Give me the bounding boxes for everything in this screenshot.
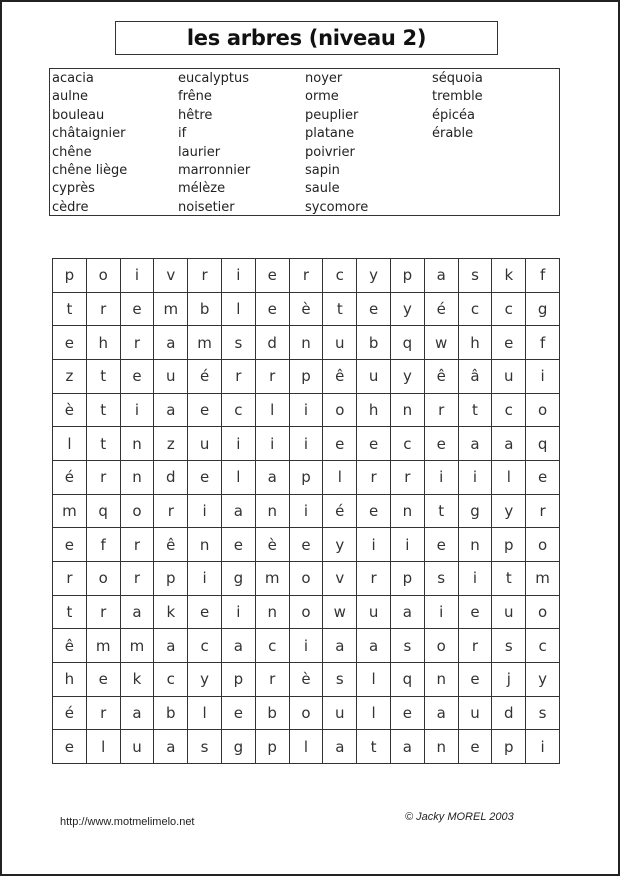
grid-cell[interactable]: h [53, 663, 87, 697]
grid-cell[interactable]: o [87, 562, 121, 596]
grid-cell[interactable]: d [492, 697, 526, 731]
word-list-item: érable [432, 126, 474, 142]
grid-cell[interactable]: e [323, 427, 357, 461]
grid-cell[interactable]: ê [425, 360, 459, 394]
grid-cell[interactable]: v [154, 259, 188, 293]
word-list-item: noyer [305, 71, 343, 86]
grid-cell[interactable]: b [188, 293, 222, 327]
grid-cell[interactable]: è [290, 293, 324, 327]
grid-cell[interactable]: w [323, 596, 357, 630]
grid-cell[interactable]: p [256, 730, 290, 764]
grid-cell[interactable]: u [188, 427, 222, 461]
grid-cell[interactable]: i [290, 495, 324, 529]
grid-cell[interactable]: r [290, 259, 324, 293]
word-column-1 [52, 70, 127, 217]
grid-cell[interactable]: y [188, 663, 222, 697]
word-list-item: acacia [52, 71, 94, 86]
grid-cell[interactable]: e [121, 293, 155, 327]
word-list-item: poivrier [305, 144, 355, 160]
grid-cell[interactable]: c [154, 663, 188, 697]
grid-cell[interactable]: o [526, 596, 560, 630]
grid-cell[interactable]: e [87, 663, 121, 697]
grid-cell[interactable]: p [492, 528, 526, 562]
grid-cell[interactable]: r [87, 596, 121, 630]
grid-cell[interactable]: a [154, 629, 188, 663]
grid-cell[interactable]: p [290, 461, 324, 495]
grid-cell[interactable]: i [121, 394, 155, 428]
grid-cell[interactable]: p [154, 562, 188, 596]
grid-cell[interactable]: a [323, 730, 357, 764]
grid-cell[interactable]: n [425, 663, 459, 697]
grid-cell[interactable]: r [357, 461, 391, 495]
grid-cell[interactable]: t [87, 360, 121, 394]
grid-cell[interactable]: q [526, 427, 560, 461]
grid-cell[interactable]: z [154, 427, 188, 461]
grid-cell[interactable]: n [425, 730, 459, 764]
grid-cell[interactable]: p [391, 259, 425, 293]
grid-cell[interactable]: g [526, 293, 560, 327]
grid-cell[interactable]: i [391, 528, 425, 562]
word-list-item: eucalyptus [178, 71, 250, 86]
word-list-item: platane [305, 126, 355, 142]
grid-cell[interactable]: é [188, 360, 222, 394]
grid-cell[interactable]: q [391, 663, 425, 697]
grid-cell[interactable]: t [53, 293, 87, 327]
grid-cell[interactable]: n [121, 427, 155, 461]
grid-cell[interactable]: l [357, 663, 391, 697]
grid-cell[interactable]: i [290, 427, 324, 461]
grid-cell[interactable]: c [391, 427, 425, 461]
grid-cell[interactable]: n [256, 495, 290, 529]
copyright: © Jacky MOREL 2003 [405, 811, 514, 823]
grid-cell[interactable]: r [425, 394, 459, 428]
grid-cell[interactable]: e [222, 697, 256, 731]
grid-cell[interactable]: p [492, 730, 526, 764]
grid-cell[interactable]: g [222, 562, 256, 596]
grid-cell[interactable]: e [188, 461, 222, 495]
grid-cell[interactable]: e [357, 495, 391, 529]
grid-cell[interactable]: n [256, 596, 290, 630]
word-list-item: aulne [52, 89, 89, 105]
grid-cell[interactable]: o [425, 629, 459, 663]
word-list-item: laurier [178, 144, 221, 160]
grid-cell[interactable]: i [188, 562, 222, 596]
grid-cell[interactable]: u [357, 360, 391, 394]
word-column-3 [305, 70, 368, 217]
grid-cell[interactable]: c [492, 293, 526, 327]
grid-cell[interactable]: l [53, 427, 87, 461]
grid-cell[interactable]: g [222, 730, 256, 764]
grid-cell[interactable]: a [154, 326, 188, 360]
grid-cell[interactable]: y [391, 360, 425, 394]
grid-cell[interactable]: o [323, 394, 357, 428]
grid-cell[interactable]: y [357, 259, 391, 293]
word-list-item: sycomore [305, 199, 369, 215]
grid-cell[interactable]: m [154, 293, 188, 327]
grid-cell[interactable]: q [391, 326, 425, 360]
grid-cell[interactable]: i [222, 427, 256, 461]
word-list-item: peuplier [305, 107, 359, 123]
grid-cell[interactable]: u [492, 596, 526, 630]
grid-cell[interactable]: a [121, 596, 155, 630]
grid-cell[interactable]: r [188, 259, 222, 293]
word-list-item: hêtre [178, 107, 213, 123]
grid-cell[interactable]: e [256, 259, 290, 293]
grid-cell[interactable]: s [188, 730, 222, 764]
grid-cell[interactable]: è [53, 394, 87, 428]
grid-cell[interactable]: e [492, 326, 526, 360]
grid-cell[interactable]: w [425, 326, 459, 360]
grid-cell[interactable]: a [222, 629, 256, 663]
grid-cell[interactable]: a [154, 394, 188, 428]
grid-cell[interactable]: e [526, 461, 560, 495]
grid-cell[interactable]: ê [53, 629, 87, 663]
grid-cell[interactable]: r [459, 629, 493, 663]
grid-cell[interactable]: l [492, 461, 526, 495]
grid-cell[interactable]: u [459, 697, 493, 731]
grid-cell[interactable]: i [425, 596, 459, 630]
grid-cell[interactable]: l [290, 730, 324, 764]
grid-cell[interactable]: a [121, 697, 155, 731]
grid-cell[interactable]: a [256, 461, 290, 495]
grid-cell[interactable]: m [256, 562, 290, 596]
word-list-item: épicéa [432, 107, 475, 123]
grid-cell[interactable]: e [357, 427, 391, 461]
grid-cell[interactable]: e [121, 360, 155, 394]
word-list-item: bouleau [52, 107, 105, 123]
grid-cell[interactable]: k [154, 596, 188, 630]
grid-cell[interactable]: i [357, 528, 391, 562]
grid-cell[interactable]: t [492, 562, 526, 596]
grid-cell[interactable]: c [492, 394, 526, 428]
grid-cell[interactable]: e [391, 697, 425, 731]
grid-cell[interactable]: t [357, 730, 391, 764]
grid-cell[interactable]: u [492, 360, 526, 394]
grid-cell[interactable]: i [526, 360, 560, 394]
grid-cell[interactable]: h [459, 326, 493, 360]
word-list-item: tremble [432, 89, 483, 105]
grid-cell[interactable]: p [290, 360, 324, 394]
grid-cell[interactable]: n [391, 394, 425, 428]
grid-cell[interactable]: r [222, 360, 256, 394]
grid-cell[interactable]: c [222, 394, 256, 428]
grid-cell[interactable]: f [526, 326, 560, 360]
grid-cell[interactable]: y [391, 293, 425, 327]
grid-cell[interactable]: â [459, 360, 493, 394]
grid-cell[interactable]: a [391, 596, 425, 630]
grid-cell[interactable]: è [256, 528, 290, 562]
word-list-item: frêne [178, 89, 212, 105]
grid-cell[interactable]: l [222, 461, 256, 495]
word-list-item: saule [305, 181, 340, 197]
grid-cell[interactable]: c [459, 293, 493, 327]
word-list-item: sapin [305, 162, 340, 178]
word-list-item: cyprès [52, 181, 95, 197]
grid-cell[interactable]: k [121, 663, 155, 697]
grid-cell[interactable]: f [526, 259, 560, 293]
grid-cell[interactable]: u [323, 326, 357, 360]
grid-cell[interactable]: t [87, 427, 121, 461]
grid-cell[interactable]: s [459, 259, 493, 293]
grid-cell[interactable]: u [154, 360, 188, 394]
grid-cell[interactable]: i [222, 596, 256, 630]
grid-cell[interactable]: s [391, 629, 425, 663]
grid-cell[interactable]: l [188, 697, 222, 731]
grid-cell[interactable]: s [323, 663, 357, 697]
grid-cell[interactable]: n [391, 495, 425, 529]
grid-cell[interactable]: c [526, 629, 560, 663]
word-list-item: noisetier [178, 199, 235, 215]
grid-cell[interactable]: f [87, 528, 121, 562]
word-column-4 [432, 70, 483, 144]
grid-cell[interactable]: é [53, 697, 87, 731]
word-list-item: if [178, 126, 187, 142]
grid-cell[interactable]: h [357, 394, 391, 428]
grid-cell[interactable]: i [459, 562, 493, 596]
word-list-item: chêne [52, 144, 92, 160]
grid-cell[interactable]: r [526, 495, 560, 529]
title-box [115, 21, 498, 55]
grid-cell[interactable]: i [121, 259, 155, 293]
grid-cell[interactable]: i [256, 427, 290, 461]
grid-cell[interactable]: a [357, 629, 391, 663]
grid-cell[interactable]: e [53, 326, 87, 360]
grid-cell[interactable]: b [357, 326, 391, 360]
grid-cell[interactable]: p [391, 562, 425, 596]
grid-cell[interactable]: u [357, 596, 391, 630]
grid-cell[interactable]: e [459, 730, 493, 764]
grid-cell[interactable]: s [492, 629, 526, 663]
grid-cell[interactable]: é [53, 461, 87, 495]
word-list-item: séquoia [432, 71, 483, 86]
grid-cell[interactable]: t [425, 495, 459, 529]
grid-cell[interactable]: y [526, 663, 560, 697]
grid-cell[interactable]: r [154, 495, 188, 529]
website-url: http://www.motmelimelo.net [60, 816, 195, 828]
grid-cell[interactable]: l [357, 697, 391, 731]
grid-cell[interactable]: i [526, 730, 560, 764]
grid-cell[interactable]: a [222, 495, 256, 529]
grid-cell[interactable]: a [425, 697, 459, 731]
grid-cell[interactable]: a [391, 730, 425, 764]
grid-cell[interactable]: v [323, 562, 357, 596]
grid-cell[interactable]: t [323, 293, 357, 327]
grid-cell[interactable]: i [459, 461, 493, 495]
word-list-item: chêne liège [52, 162, 128, 178]
grid-cell[interactable]: e [357, 293, 391, 327]
grid-cell[interactable]: a [459, 427, 493, 461]
grid-cell[interactable]: ê [154, 528, 188, 562]
grid-cell[interactable]: r [121, 528, 155, 562]
grid-cell[interactable]: j [492, 663, 526, 697]
grid-cell[interactable]: r [357, 562, 391, 596]
grid-cell[interactable]: e [53, 730, 87, 764]
grid-cell[interactable]: r [256, 360, 290, 394]
grid-cell[interactable]: é [323, 495, 357, 529]
grid-cell[interactable]: q [87, 495, 121, 529]
grid-cell[interactable]: m [53, 495, 87, 529]
grid-cell[interactable]: e [256, 293, 290, 327]
grid-cell[interactable]: e [459, 663, 493, 697]
grid-cell[interactable]: i [290, 394, 324, 428]
grid-cell[interactable]: h [87, 326, 121, 360]
grid-cell[interactable]: s [222, 326, 256, 360]
grid-cell[interactable]: i [425, 461, 459, 495]
word-search-grid [52, 258, 560, 764]
grid-cell[interactable]: r [256, 663, 290, 697]
grid-cell[interactable]: e [188, 394, 222, 428]
grid-cell[interactable]: l [323, 461, 357, 495]
word-list-item: mélèze [178, 181, 226, 197]
grid-cell[interactable]: i [188, 495, 222, 529]
grid-cell[interactable]: b [154, 697, 188, 731]
grid-cell[interactable]: n [459, 528, 493, 562]
grid-cell[interactable]: e [425, 427, 459, 461]
grid-cell[interactable]: k [492, 259, 526, 293]
grid-cell[interactable]: l [222, 293, 256, 327]
grid-cell[interactable]: e [53, 528, 87, 562]
grid-cell[interactable]: a [154, 730, 188, 764]
grid-cell[interactable]: c [323, 259, 357, 293]
grid-cell[interactable]: d [154, 461, 188, 495]
grid-cell[interactable]: é [425, 293, 459, 327]
grid-cell[interactable]: s [425, 562, 459, 596]
grid-cell[interactable]: r [87, 293, 121, 327]
grid-cell[interactable]: r [121, 562, 155, 596]
grid-cell[interactable]: e [459, 596, 493, 630]
grid-cell[interactable]: m [121, 629, 155, 663]
grid-cell[interactable]: o [290, 697, 324, 731]
grid-cell[interactable]: e [188, 596, 222, 630]
grid-cell[interactable]: p [53, 259, 87, 293]
grid-cell[interactable]: o [121, 495, 155, 529]
grid-cell[interactable]: i [290, 629, 324, 663]
grid-cell[interactable]: i [222, 259, 256, 293]
grid-cell[interactable]: u [121, 730, 155, 764]
grid-cell[interactable]: n [188, 528, 222, 562]
grid-cell[interactable]: g [459, 495, 493, 529]
grid-cell[interactable]: o [290, 596, 324, 630]
grid-cell[interactable]: r [391, 461, 425, 495]
grid-cell[interactable]: e [425, 528, 459, 562]
grid-cell[interactable]: t [459, 394, 493, 428]
word-list-item: cèdre [52, 199, 89, 215]
grid-cell[interactable]: a [425, 259, 459, 293]
grid-cell[interactable]: a [492, 427, 526, 461]
grid-cell[interactable]: ê [323, 360, 357, 394]
grid-cell[interactable]: o [526, 394, 560, 428]
word-column-2 [178, 70, 250, 217]
page-title: les arbres (niveau 2) [186, 25, 427, 50]
grid-cell[interactable]: m [188, 326, 222, 360]
grid-cell[interactable]: r [53, 562, 87, 596]
grid-cell[interactable]: t [87, 394, 121, 428]
grid-cell[interactable]: o [87, 259, 121, 293]
grid-cell[interactable]: l [256, 394, 290, 428]
grid-cell[interactable]: m [87, 629, 121, 663]
grid-cell[interactable]: m [526, 562, 560, 596]
grid-cell[interactable]: r [121, 326, 155, 360]
grid-cell[interactable]: c [256, 629, 290, 663]
grid-cell[interactable]: o [290, 562, 324, 596]
grid-cell[interactable]: y [492, 495, 526, 529]
grid-cell[interactable]: o [526, 528, 560, 562]
grid-cell[interactable]: b [256, 697, 290, 731]
grid-cell[interactable]: l [87, 730, 121, 764]
word-list-item: orme [305, 89, 339, 105]
grid-cell[interactable]: n [290, 326, 324, 360]
grid-cell[interactable]: d [256, 326, 290, 360]
grid-cell[interactable]: c [188, 629, 222, 663]
word-list-item: marronnier [178, 162, 251, 178]
grid-cell[interactable]: s [526, 697, 560, 731]
grid-cell[interactable]: p [222, 663, 256, 697]
word-list-item: châtaignier [52, 126, 126, 142]
grid-cell[interactable]: y [323, 528, 357, 562]
grid-cell[interactable]: r [87, 697, 121, 731]
grid-cell[interactable]: z [53, 360, 87, 394]
grid-cell[interactable]: n [121, 461, 155, 495]
grid-cell[interactable]: r [87, 461, 121, 495]
grid-cell[interactable]: è [290, 663, 324, 697]
grid-cell[interactable]: u [323, 697, 357, 731]
grid-cell[interactable]: e [222, 528, 256, 562]
word-list [49, 68, 560, 216]
grid-cell[interactable]: a [323, 629, 357, 663]
grid-cell[interactable]: e [290, 528, 324, 562]
grid-cell[interactable]: t [53, 596, 87, 630]
